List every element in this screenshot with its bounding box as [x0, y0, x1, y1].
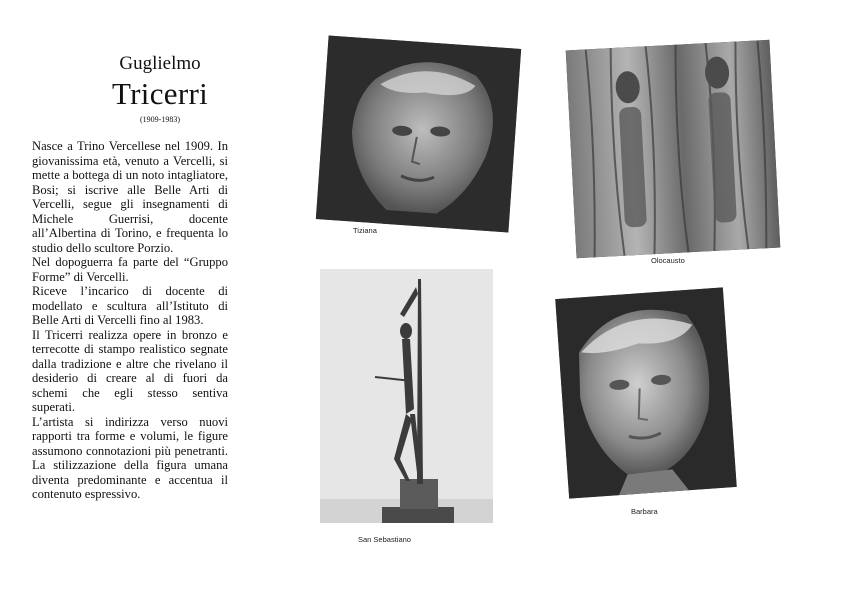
bio-paragraph: L’artista si indirizza verso nuovi rapporti tra forme e volumi, le figure assumono connotazioni più penetranti. La stilizzazione della figura umana diventa predominante e accentua il contenuto espressivo.: [32, 414, 228, 501]
bio-paragraph: Riceve l’incarico di docente di modellato e scultura all’Istituto di Belle Arti di Vercelli fino al 1983.: [32, 284, 228, 327]
caption-tiziana: Tiziana: [353, 226, 377, 235]
artist-first-name: Guglielmo: [119, 53, 201, 74]
artist-last-name: Tricerri: [112, 76, 208, 111]
caption-olocausto: Olocausto: [651, 256, 685, 265]
bio-paragraph: Il Tricerri realizza opere in bronzo e terrecotte di stampo realistico segnate dalla tradizione e altre che rivelano il desiderio di creare al di fuori da schemi che egli stesso sentiva superati.: [32, 327, 228, 414]
bio-paragraph: Nasce a Trino Vercellese nel 1909. In giovanissima età, venuto a Vercelli, si mette a bottega di un noto intagliatore, Bosi; si iscrive alle Belle Arti di Vercelli, segue gli insegnamenti di Michele Guerrisi, docente all’Albertina di Torino, e frequenta lo studio dello scultore Porzio.: [32, 139, 228, 255]
bio-paragraph: Nel dopoguerra fa parte del “Gruppo Forme” di Vercelli.: [32, 255, 228, 284]
artwork-photo-barbara: [555, 287, 737, 498]
artist-life-dates: (1909-1983): [140, 115, 180, 124]
artwork-photo-san-sebastiano: [320, 269, 493, 523]
caption-san-sebastiano: San Sebastiano: [358, 535, 411, 544]
artist-biography: [32, 139, 228, 502]
artwork-photo-tiziana: [316, 35, 521, 232]
caption-barbara: Barbara: [631, 507, 658, 516]
artwork-photo-olocausto: [566, 40, 781, 258]
